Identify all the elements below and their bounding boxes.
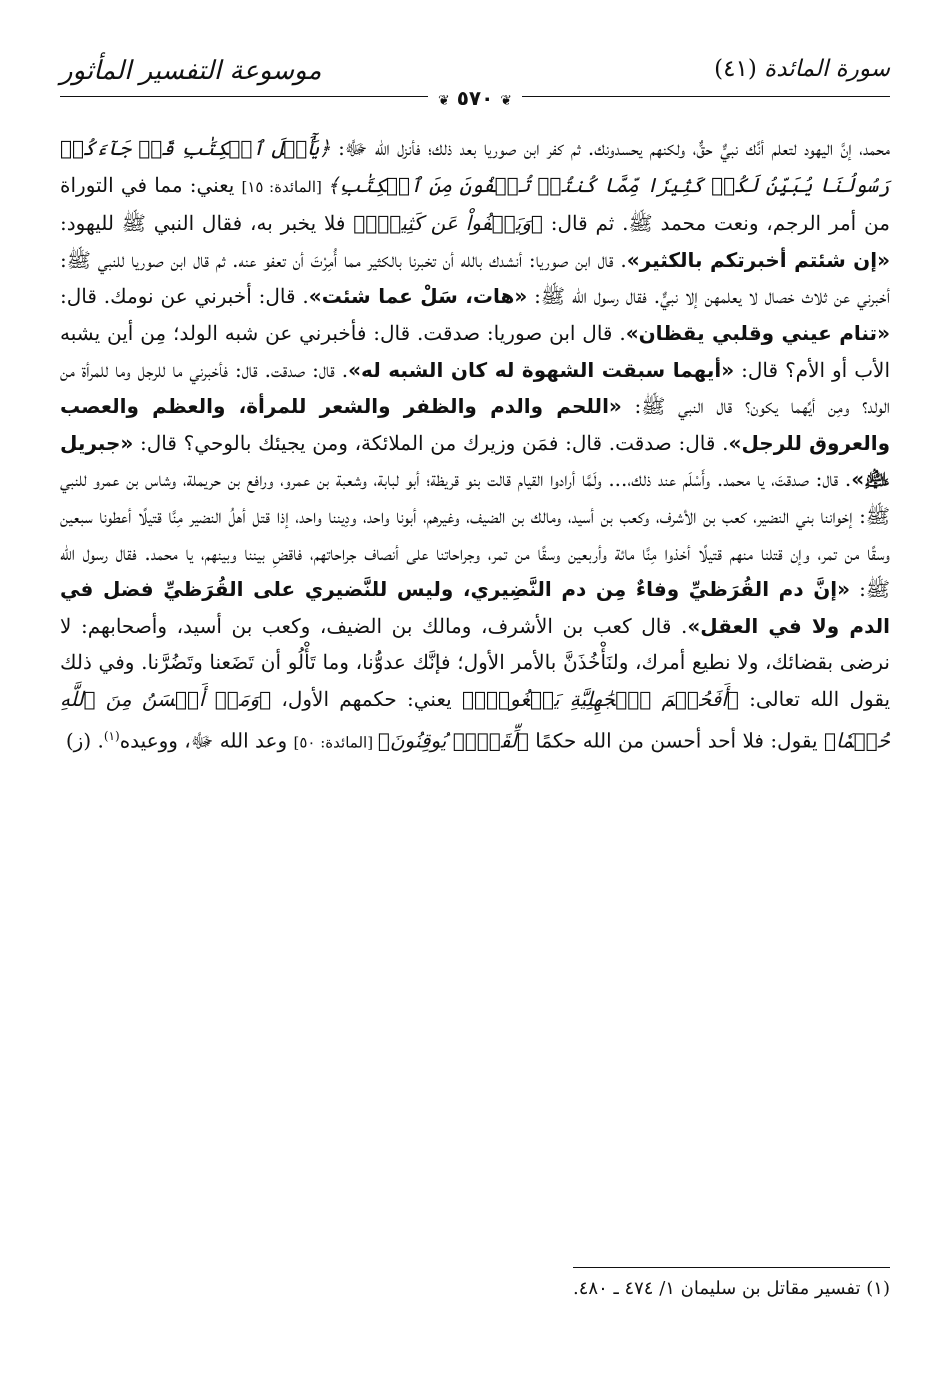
text-run: يقول: فلا أحد أحسن من الله حكمًا [528, 728, 824, 753]
text-run: محمد، إنَّ اليهود لتعلم أنَّك نبيٌّ حقٌّ، ولكنهم يحسدونك. ثم كفر ابن صوريا بعد ذلك؛ فأنزل الله ﷻ: [330, 136, 890, 160]
text-run: . قال: صدقت. قال: فأخبرني ما للرجل وما للمرأة من الولد؟ ومِن أيِّهما يكون؟ قال النبي ﷺ: [60, 357, 890, 419]
page-number-block [60, 86, 890, 110]
text-run: . قال كعب بن الأشرف، ومالك بن الضيف، وكعب بن أسيد، وأصحابهم: لا نرضى بقضائك، ولا نطيع أمرك، ولنَأْخُذَنَّ بالأمر الأول؛ فإنَّك عدوُّنا، وما تَأْلُو أن تَضَعنا وتَضُرَّنا. وفي ذلك يقول الله تعالى: [60, 613, 891, 711]
main-paragraph [60, 130, 890, 761]
hadith-quote: «إن شئتم أخبرتكم بالكثير» [626, 247, 890, 272]
text-run: وعد الله ﷻ، ووعيده [119, 728, 294, 753]
hadith-quote: «تنام عيني وقلبي يقظان» [625, 320, 890, 345]
text-run: . (ز) [65, 728, 104, 753]
quran-verse: ﴿لِّقَوۡمٖ يُوقِنُونَ﴾ [377, 728, 529, 753]
page-header [60, 52, 890, 114]
footnote-divider [573, 1267, 890, 1268]
text-run: . قال: صدقت. قال: فمَن وزيرك من الملائكة، ومن يجيئك بالوحي؟ قال: [133, 430, 729, 455]
ornament-icon: ❦ [437, 93, 450, 109]
book-title: موسوعة التفسير المأثور [60, 56, 322, 86]
quran-verse: ﴿يَٰٓأَهۡلَ ٱلۡكِتَٰبِ قَدۡ جَآءَكُمۡ رَسُولُنَا يُبَيِّنُ لَكُمۡ كَثِيرٗا مِّمَّا كُنتُمۡ تُخۡفُونَ مِنَ ٱلۡكِتَٰبِ﴾ [60, 136, 890, 197]
hadith-quote: «هات، سَلْ عما شئت» [308, 284, 528, 309]
hadith-quote: «اللحم والدم والظفر والشعر للمرأة، والعظم والعصب والعروق للرجل» [60, 394, 891, 455]
text-run: فلا يخبر به، فقال النبي ﷺ لليهود: [60, 211, 354, 236]
text-run: . قال ابن صوريا: أنشدك بالله أن تخبرنا بالكثير مما أُمِرْتَ أن تعفو عنه. ثم قال ابن صوريا للنبي ﷺ: أخبرني عن ثلاث خصال لا يعلمهن إلا نبيٌّ. فقال رسول الله ﷺ: [60, 247, 891, 309]
verse-number: (٤١) [714, 56, 757, 82]
hadith-quote: «جبريل ﵇» [60, 430, 890, 492]
quran-verse: ﴿وَيَعۡفُواْ عَن كَثِيرٖۚ﴾ [353, 211, 543, 236]
quran-verse: ﴿أَفَحُكۡمَ ٱلۡجَٰهِلِيَّةِ يَبۡغُونَۚ﴾ [461, 686, 739, 711]
footnote-marker: (١) [103, 728, 120, 743]
body-text [60, 130, 890, 761]
text-run: يعني: مما في التوراة من أمر الرجم، ونعت محمد ﷺ. ثم قال: [60, 172, 890, 236]
text-run: . قال: أخبرني عن نومك. قال: [60, 284, 309, 309]
verse-reference: [المائدة: ٥٠] [293, 733, 378, 752]
footnote: (١) تفسير مقاتل بن سليمان ١/ ٤٧٤ ـ ٤٨٠. [573, 1278, 890, 1299]
quran-verse: ﴿وَمَنۡ أَحۡسَنُ مِنَ ٱللَّهِ حُكۡمٗا﴾ [60, 686, 890, 753]
text-run: . قال ابن صوريا: صدقت. قال: فأخبرني عن شبه الولد؛ مِن أين يشبه الأب أو الأم؟ قال: [60, 320, 891, 382]
surah-title [714, 56, 890, 82]
verse-reference: [المائدة: ١٥] [241, 177, 328, 196]
text-run: يعني: حكمهم الأول، [271, 686, 462, 711]
surah-name: سورة المائدة [764, 56, 890, 82]
hadith-quote: «إنَّ دم القُرَظيِّ وفاءٌ مِن دم النَّضِيري، وليس للنَّضيري على القُرَظيِّ فضل في الدم ولا في العقل» [60, 577, 890, 638]
text-run: . قال: صدقتَ، يا محمد. وأَسْلَم عند ذلك،... ولَمَّا أرادوا القيام قالت بنو قريظة؛ أبو لبابة، وشعبة بن عمرو، ورافع بن حريملة، وشاس بن عمرو للنبي ﷺ: إخواننا بني النضير، كعب بن الأشرف، وكعب بن أسيد، ومالك بن الضيف، وغيرهم، أبونا واحد، ودِيننا واحد، إذا قتل أهلُ النضير مِنَّا قتيلًا أعطونا سبعين وسقًا من تمر، وإن قتلنا منهم قتيلًا أخذوا مِنَّا مائة وأربعين وسقًا من تمر، وجراحاتنا على أنصاف جراحاتهم، فاقضِ بيننا وبينهم، يا محمد. فقال رسول الله ﷺ: [60, 467, 890, 602]
hadith-quote: «أيهما سبقت الشهوة له كان الشبه له» [348, 357, 735, 382]
page-number: ٥٧٠ [456, 86, 494, 110]
ornament-icon: ❦ [500, 93, 513, 109]
